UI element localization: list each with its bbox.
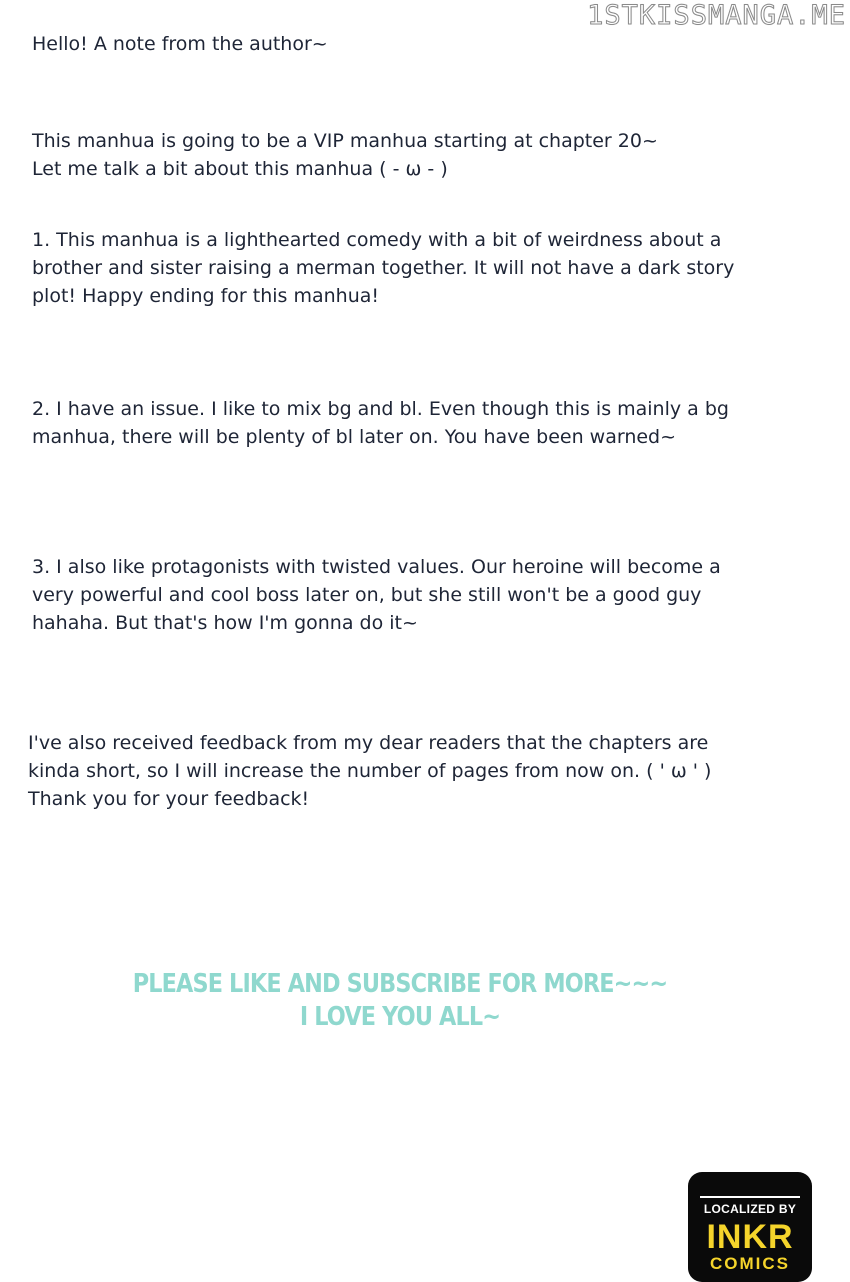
point-1-line: 1. This manhua is a lighthearted comedy with a bit of weirdness about a <box>32 229 722 251</box>
feedback-line: Thank you for your feedback! <box>28 788 310 810</box>
inkr-brand-text: INKR <box>706 1218 794 1256</box>
comics-brand-text: COMICS <box>710 1254 790 1273</box>
author-note-greeting <box>32 30 732 58</box>
inkr-comics-logo <box>688 1172 812 1282</box>
point-2-paragraph <box>32 395 732 451</box>
point-2-line: manhua, there will be plenty of bl later on. You have been warned~ <box>32 426 677 448</box>
greeting-line: Hello! A note from the author~ <box>32 33 328 55</box>
point-1-paragraph <box>32 226 735 310</box>
point-2-line: 2. I have an issue. I like to mix bg and bl. Even though this is mainly a bg <box>32 398 729 420</box>
feedback-line: kinda short, so I will increase the number of pages from now on. ( ' ω ' ) <box>28 760 712 782</box>
site-watermark: 1STKISSMANGA.ME <box>587 0 846 31</box>
intro-paragraph <box>32 127 732 183</box>
point-1-line: brother and sister raising a merman together. It will not have a dark story <box>32 257 735 279</box>
point-3-paragraph <box>32 553 732 637</box>
feedback-paragraph <box>28 729 728 813</box>
cta-line: I LOVE YOU ALL~ <box>299 1002 501 1032</box>
cta-line: PLEASE LIKE AND SUBSCRIBE FOR MORE~~~ <box>132 969 668 999</box>
subscribe-call-to-action <box>56 968 744 1034</box>
intro-line: This manhua is going to be a VIP manhua starting at chapter 20~ <box>32 130 658 152</box>
intro-line: Let me talk a bit about this manhua ( - ω - ) <box>32 158 448 180</box>
point-3-line: hahaha. But that's how I'm gonna do it~ <box>32 612 418 634</box>
point-3-line: 3. I also like protagonists with twisted values. Our heroine will become a <box>32 556 721 578</box>
localized-by-label: LOCALIZED BY <box>700 1196 800 1216</box>
feedback-line: I've also received feedback from my dear readers that the chapters are <box>28 732 709 754</box>
point-3-line: very powerful and cool boss later on, but she still won't be a good guy <box>32 584 702 606</box>
point-1-line: plot! Happy ending for this manhua! <box>32 285 380 307</box>
